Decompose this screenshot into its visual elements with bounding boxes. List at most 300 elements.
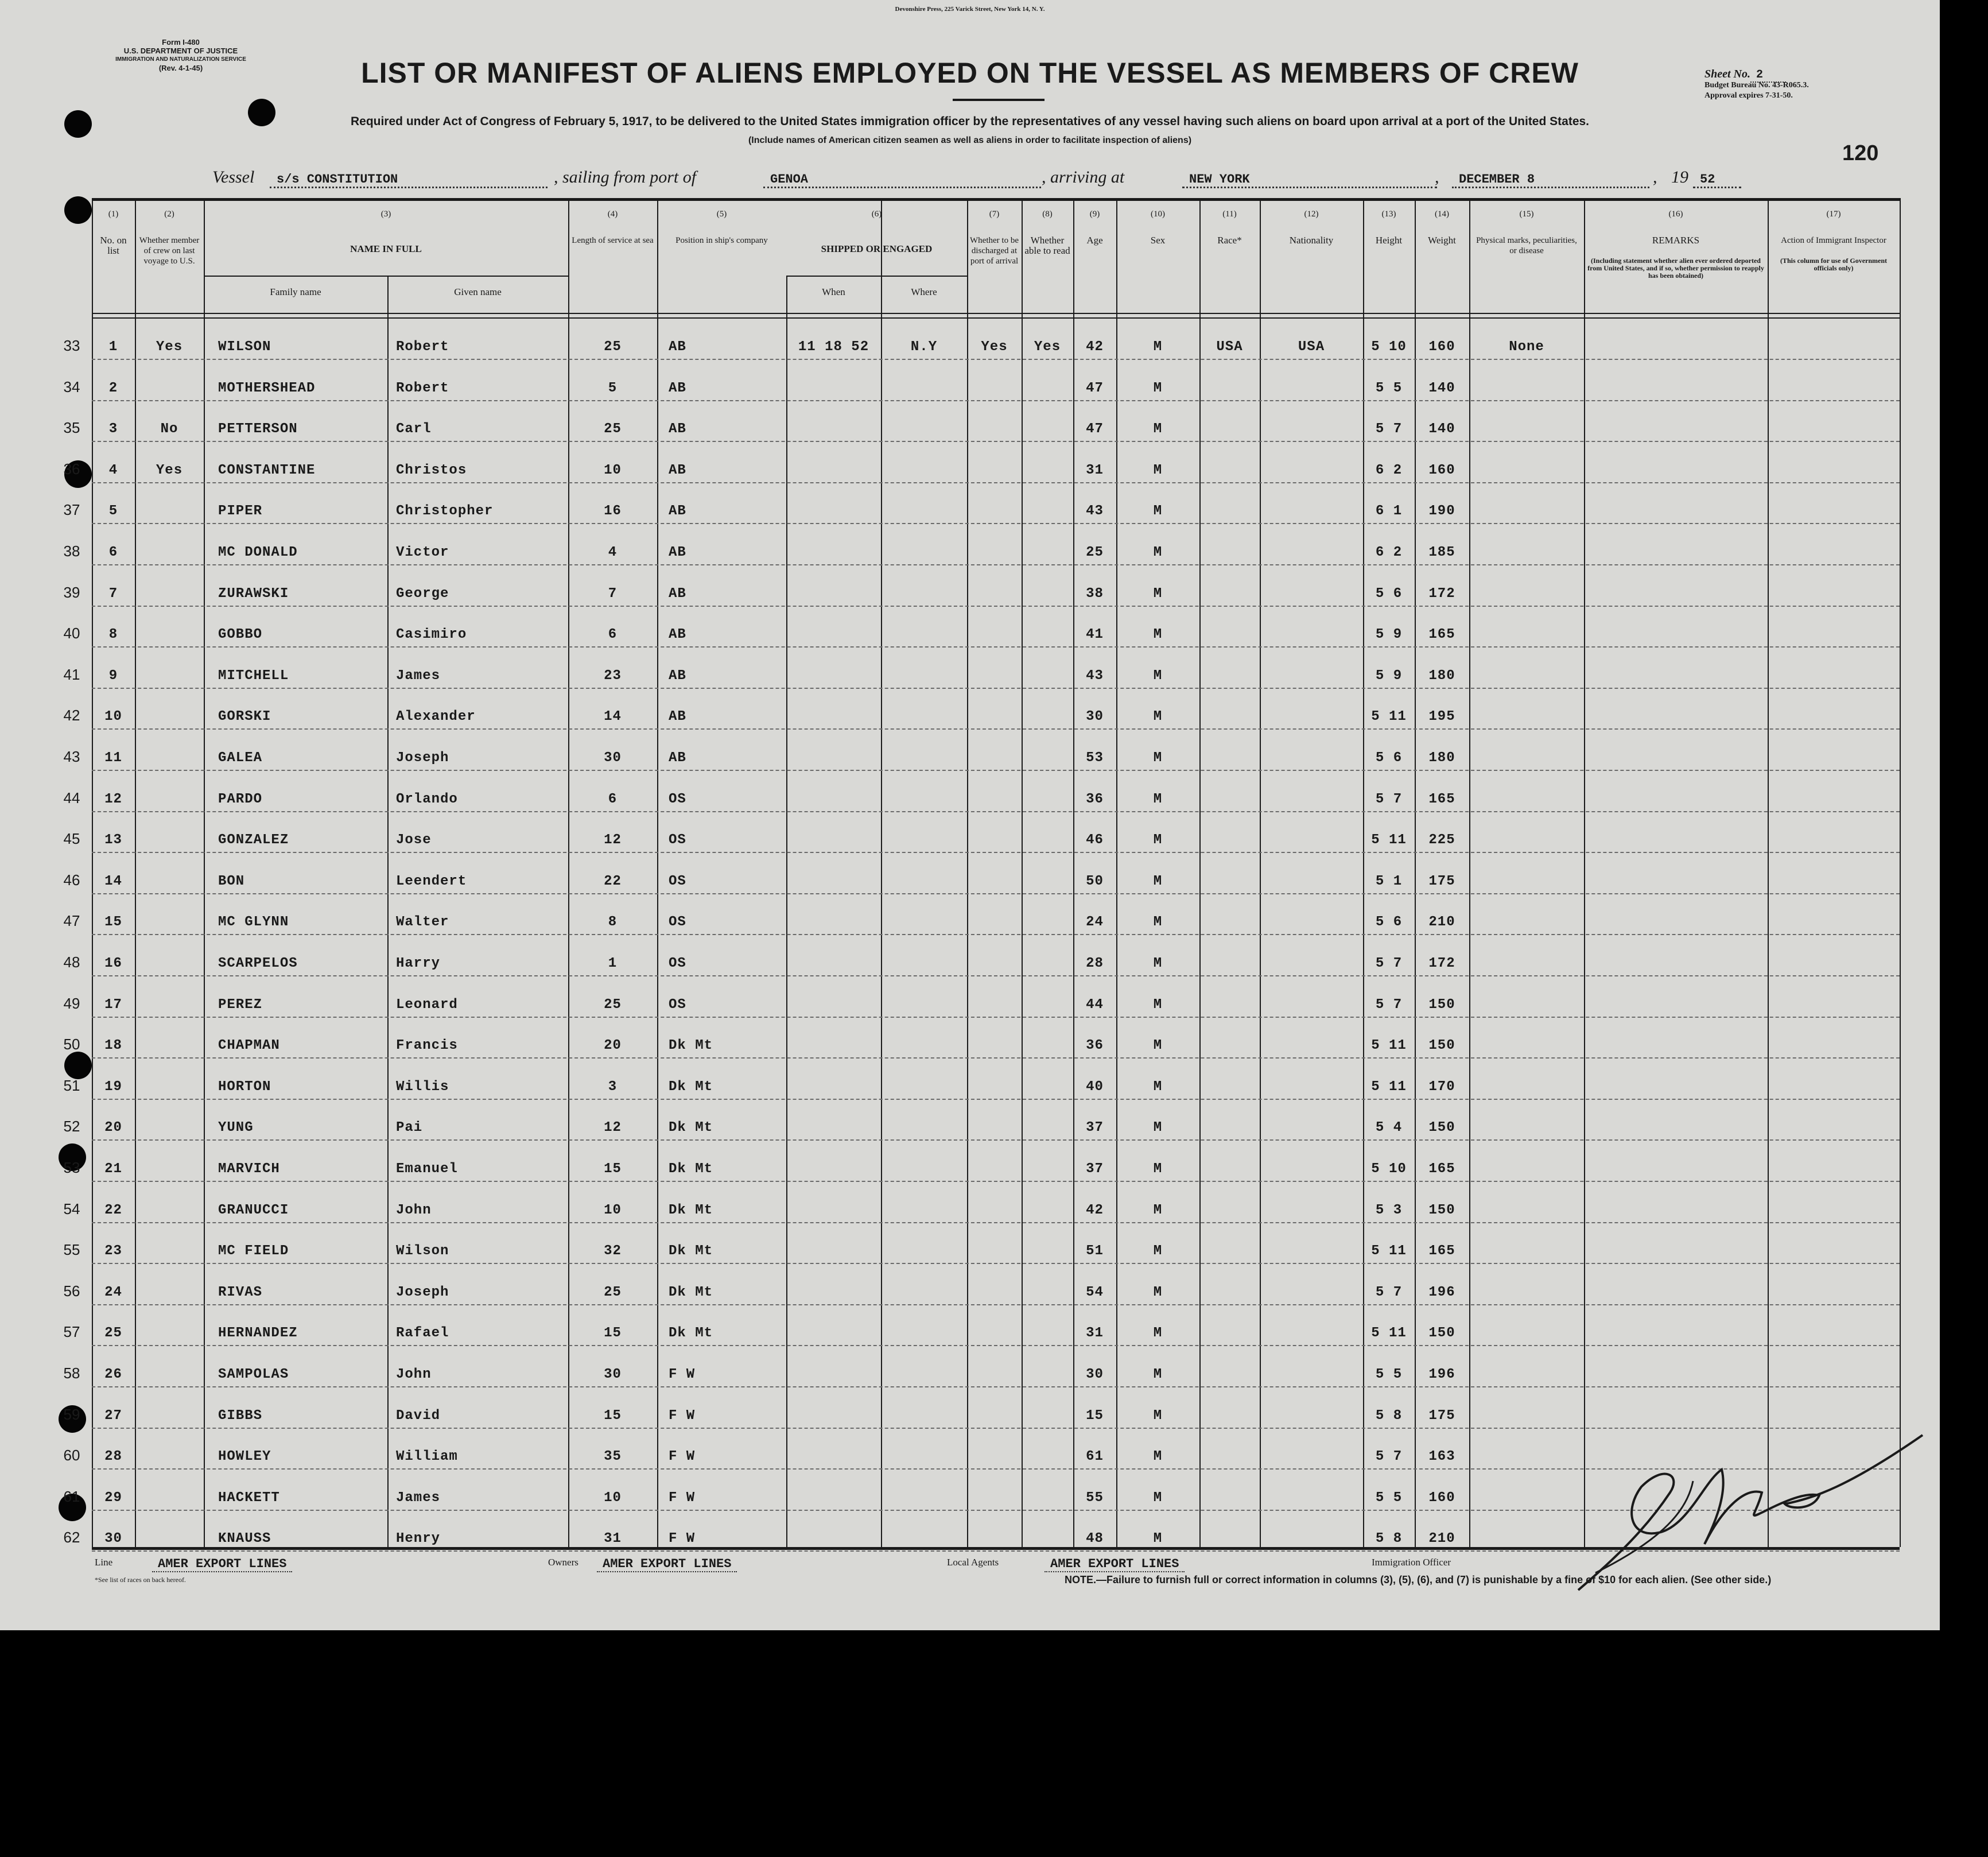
ship-position: F W bbox=[669, 1490, 696, 1506]
sheet-info bbox=[1704, 69, 1809, 101]
arrival-date: DECEMBER 8 bbox=[1452, 172, 1649, 188]
age: 47 bbox=[1086, 380, 1104, 396]
ship-position: Dk Mt bbox=[669, 1202, 713, 1218]
sequence-number: 43 bbox=[63, 748, 80, 765]
physical-marks: None bbox=[1509, 339, 1544, 355]
column-number: (16) bbox=[1668, 210, 1683, 219]
sex: M bbox=[1153, 956, 1163, 971]
list-number: 27 bbox=[104, 1408, 122, 1424]
row-rule bbox=[92, 482, 1900, 483]
given-name: Harry bbox=[396, 956, 441, 971]
weight: 210 bbox=[1428, 1531, 1455, 1547]
sex: M bbox=[1153, 1161, 1163, 1177]
column-number: (1) bbox=[108, 210, 119, 219]
column-number: (15) bbox=[1519, 210, 1534, 219]
family-name: CONSTANTINE bbox=[218, 462, 316, 478]
age: 37 bbox=[1086, 1161, 1104, 1177]
subheader-rule bbox=[786, 276, 967, 277]
sequence-number: 35 bbox=[63, 419, 80, 437]
length-of-service: 35 bbox=[604, 1449, 622, 1465]
list-number: 24 bbox=[104, 1284, 122, 1300]
height: 5 10 bbox=[1371, 339, 1407, 355]
length-of-service: 31 bbox=[604, 1531, 622, 1547]
column-note: (This column for use of Government officials only) bbox=[1780, 257, 1888, 272]
given-name: John bbox=[396, 1367, 432, 1382]
weight: 170 bbox=[1428, 1079, 1455, 1095]
height: 5 7 bbox=[1375, 1449, 1403, 1465]
inspector-signature bbox=[1572, 1424, 1928, 1596]
length-of-service: 15 bbox=[604, 1408, 622, 1424]
list-number: 2 bbox=[108, 380, 118, 396]
list-number: 20 bbox=[104, 1120, 122, 1136]
ship-position: AB bbox=[669, 503, 686, 520]
column-header: Physical marks, peculiarities, or disease bbox=[1476, 236, 1577, 255]
weight: 150 bbox=[1428, 1038, 1455, 1054]
given-name: Christos bbox=[396, 462, 467, 478]
age: 44 bbox=[1086, 997, 1104, 1013]
age: 25 bbox=[1086, 545, 1104, 560]
ship-position: Dk Mt bbox=[669, 1325, 713, 1342]
sequence-number: 61 bbox=[63, 1487, 80, 1505]
weight: 225 bbox=[1428, 832, 1455, 848]
column-header: Whether able to read bbox=[1024, 235, 1070, 256]
length-of-service: 5 bbox=[608, 380, 618, 396]
ship-position: F W bbox=[669, 1531, 696, 1547]
ship-position: OS bbox=[669, 956, 686, 971]
family-name: HORTON bbox=[218, 1079, 271, 1095]
height: 5 4 bbox=[1375, 1120, 1403, 1136]
arrival-year: 52 bbox=[1693, 172, 1741, 188]
sequence-number: 51 bbox=[63, 1076, 80, 1094]
family-name: BON bbox=[218, 873, 245, 889]
height: 6 2 bbox=[1375, 545, 1403, 560]
ship-position: AB bbox=[669, 627, 686, 643]
row-rule bbox=[92, 1263, 1900, 1264]
subcolumn-header: Where bbox=[911, 286, 937, 297]
length-of-service: 10 bbox=[604, 1490, 622, 1506]
subheader-rule bbox=[204, 276, 568, 277]
given-name: Henry bbox=[396, 1531, 441, 1547]
family-name: GOBBO bbox=[218, 627, 263, 643]
sex: M bbox=[1153, 421, 1163, 437]
row-rule bbox=[92, 606, 1900, 607]
column-header: Nationality bbox=[1289, 235, 1334, 246]
crew-last-voyage: Yes bbox=[156, 462, 183, 478]
family-name: PEREZ bbox=[218, 997, 263, 1013]
row-rule bbox=[92, 564, 1900, 565]
sequence-number: 38 bbox=[63, 542, 80, 560]
sequence-number: 54 bbox=[63, 1200, 80, 1218]
given-name: John bbox=[396, 1202, 432, 1218]
ship-position: AB bbox=[669, 545, 686, 560]
row-rule bbox=[92, 1099, 1900, 1100]
row-rule bbox=[92, 1386, 1900, 1387]
length-of-service: 6 bbox=[608, 791, 618, 807]
given-name: Robert bbox=[396, 339, 449, 355]
given-name: Orlando bbox=[396, 791, 458, 807]
family-name: GONZALEZ bbox=[218, 832, 289, 848]
column-header: No. on list bbox=[100, 235, 127, 256]
given-name: Casimiro bbox=[396, 627, 467, 643]
family-name: GIBBS bbox=[218, 1408, 263, 1424]
family-name: KNAUSS bbox=[218, 1531, 271, 1547]
family-name: CHAPMAN bbox=[218, 1038, 280, 1054]
sequence-number: 39 bbox=[63, 583, 80, 601]
given-name: Willis bbox=[396, 1079, 449, 1095]
height: 5 8 bbox=[1375, 1408, 1403, 1424]
sequence-number: 42 bbox=[63, 707, 80, 724]
given-name: James bbox=[396, 668, 441, 684]
line-label: Line bbox=[95, 1557, 113, 1568]
family-name: MITCHELL bbox=[218, 668, 289, 684]
sequence-number: 33 bbox=[63, 337, 80, 354]
age: 46 bbox=[1086, 832, 1104, 848]
row-rule bbox=[92, 400, 1900, 401]
family-name: RIVAS bbox=[218, 1284, 263, 1300]
age: 55 bbox=[1086, 1490, 1104, 1506]
row-rule bbox=[92, 1222, 1900, 1223]
family-name: HACKETT bbox=[218, 1490, 280, 1506]
given-name: William bbox=[396, 1449, 458, 1465]
ship-position: OS bbox=[669, 832, 686, 848]
height: 5 7 bbox=[1375, 1284, 1403, 1300]
sex: M bbox=[1153, 462, 1163, 478]
vessel-name: s/s CONSTITUTION bbox=[270, 172, 548, 188]
length-of-service: 20 bbox=[604, 1038, 622, 1054]
owners-value: AMER EXPORT LINES bbox=[597, 1557, 737, 1572]
list-number: 3 bbox=[108, 421, 118, 437]
column-header: Action of Immigrant Inspector bbox=[1781, 236, 1886, 245]
weight: 185 bbox=[1428, 545, 1455, 560]
agents-label: Local Agents bbox=[947, 1557, 999, 1568]
sequence-number: 36 bbox=[63, 460, 80, 478]
table-top-rule bbox=[92, 198, 1900, 201]
sex: M bbox=[1153, 914, 1163, 931]
sequence-number: 48 bbox=[63, 953, 80, 971]
sailing-port: GENOA bbox=[763, 172, 1041, 188]
height: 5 11 bbox=[1371, 1038, 1407, 1054]
ship-position: AB bbox=[669, 380, 686, 396]
agents-value: AMER EXPORT LINES bbox=[1045, 1557, 1185, 1572]
sequence-number: 49 bbox=[63, 994, 80, 1012]
row-rule bbox=[92, 811, 1900, 812]
row-rule bbox=[92, 852, 1900, 853]
column-number: (10) bbox=[1151, 210, 1165, 219]
given-name: Emanuel bbox=[396, 1161, 458, 1177]
row-rule bbox=[92, 646, 1900, 648]
sequence-number: 57 bbox=[63, 1323, 80, 1341]
age: 48 bbox=[1086, 1531, 1104, 1547]
list-number: 14 bbox=[104, 873, 122, 889]
sex: M bbox=[1153, 1408, 1163, 1424]
sequence-number: 46 bbox=[63, 871, 80, 889]
height: 5 11 bbox=[1371, 832, 1407, 848]
height: 5 1 bbox=[1375, 873, 1403, 889]
sequence-number: 37 bbox=[63, 501, 80, 519]
given-name: Joseph bbox=[396, 750, 449, 766]
ship-position: Dk Mt bbox=[669, 1161, 713, 1177]
ship-position: Dk Mt bbox=[669, 1284, 713, 1300]
row-rule bbox=[92, 441, 1900, 442]
column-header: Whether member of crew on last voyage to U.S. bbox=[139, 236, 200, 266]
height: 5 11 bbox=[1371, 709, 1407, 725]
sequence-number: 52 bbox=[63, 1118, 80, 1135]
list-number: 9 bbox=[108, 668, 118, 684]
weight: 172 bbox=[1428, 956, 1455, 971]
include-note: (Include names of American citizen seamen as well as aliens in order to facilitate inspection of aliens) bbox=[748, 135, 1192, 145]
height: 5 5 bbox=[1375, 380, 1403, 396]
weight: 165 bbox=[1428, 1243, 1455, 1259]
list-number: 7 bbox=[108, 586, 118, 602]
height: 5 8 bbox=[1375, 1531, 1403, 1547]
ship-position: AB bbox=[669, 586, 686, 602]
department: U.S. DEPARTMENT OF JUSTICE bbox=[123, 46, 238, 55]
column-number: (17) bbox=[1826, 210, 1841, 219]
sex: M bbox=[1153, 1367, 1163, 1382]
column-number: (12) bbox=[1304, 210, 1319, 219]
arrival-port: NEW YORK bbox=[1182, 172, 1437, 188]
age: 53 bbox=[1086, 750, 1104, 766]
age: 42 bbox=[1086, 1202, 1104, 1218]
length-of-service: 12 bbox=[604, 832, 622, 848]
sex: M bbox=[1153, 380, 1163, 396]
sex: M bbox=[1153, 1325, 1163, 1342]
family-name: MOTHERSHEAD bbox=[218, 380, 316, 396]
weight: 175 bbox=[1428, 873, 1455, 889]
sequence-number: 59 bbox=[63, 1405, 80, 1423]
length-of-service: 30 bbox=[604, 750, 622, 766]
ship-position: Dk Mt bbox=[669, 1038, 713, 1054]
length-of-service: 10 bbox=[604, 1202, 622, 1218]
discharged-flag: Yes bbox=[981, 339, 1008, 355]
subcolumn-header: Given name bbox=[454, 286, 502, 297]
height: 6 2 bbox=[1375, 462, 1403, 478]
family-name: ZURAWSKI bbox=[218, 586, 289, 602]
sequence-number: 60 bbox=[63, 1447, 80, 1464]
title-underline bbox=[953, 99, 1045, 101]
column-header: SHIPPED OR ENGAGED bbox=[821, 243, 933, 254]
revision: (Rev. 4-1-45) bbox=[158, 64, 203, 72]
ship-position: OS bbox=[669, 914, 686, 931]
list-number: 28 bbox=[104, 1449, 122, 1465]
given-name: Christopher bbox=[396, 503, 494, 520]
sex: M bbox=[1153, 873, 1163, 889]
subcolumn-header: Family name bbox=[270, 286, 321, 297]
sex: M bbox=[1153, 832, 1163, 848]
family-name: PARDO bbox=[218, 791, 263, 807]
sex: M bbox=[1153, 1079, 1163, 1095]
given-name: Pai bbox=[396, 1120, 423, 1136]
list-number: 19 bbox=[104, 1079, 122, 1095]
given-name: George bbox=[396, 586, 449, 602]
ship-position: AB bbox=[669, 421, 686, 437]
sex: M bbox=[1153, 1243, 1163, 1259]
length-of-service: 32 bbox=[604, 1243, 622, 1259]
printer-credit: Devonshire Press, 225 Varick Street, New York 14, N. Y. bbox=[895, 6, 1045, 13]
crew-last-voyage: Yes bbox=[156, 339, 183, 355]
column-note: (Including statement whether alien ever ordered deported from United States, and if so, whether permission to reapply has been obtained) bbox=[1587, 257, 1764, 280]
age: 54 bbox=[1086, 1284, 1104, 1300]
sequence-number: 44 bbox=[63, 789, 80, 807]
weight: 195 bbox=[1428, 709, 1455, 725]
weight: 160 bbox=[1428, 339, 1455, 355]
list-number: 21 bbox=[104, 1161, 122, 1177]
family-name: HERNANDEZ bbox=[218, 1325, 298, 1342]
sheet-label: Sheet No. bbox=[1704, 68, 1750, 80]
weight: 150 bbox=[1428, 1202, 1455, 1218]
height: 5 5 bbox=[1375, 1490, 1403, 1506]
sex: M bbox=[1153, 1531, 1163, 1547]
ship-position: AB bbox=[669, 668, 686, 684]
length-of-service: 12 bbox=[604, 1120, 622, 1136]
sequence-number: 34 bbox=[63, 378, 80, 396]
sequence-number: 45 bbox=[63, 830, 80, 848]
list-number: 4 bbox=[108, 462, 118, 478]
budget-bureau: Budget Bureau No. 43-R065.3. bbox=[1704, 81, 1809, 90]
weight: 196 bbox=[1428, 1367, 1455, 1382]
weight: 150 bbox=[1428, 1120, 1455, 1136]
sex: M bbox=[1153, 1284, 1163, 1300]
weight: 172 bbox=[1428, 586, 1455, 602]
column-number: (2) bbox=[164, 210, 174, 219]
column-number: (3) bbox=[380, 210, 391, 219]
officer-label: Immigration Officer bbox=[1372, 1557, 1451, 1568]
weight: 180 bbox=[1428, 750, 1455, 766]
given-name: Jose bbox=[396, 832, 432, 848]
shipped-when: 11 18 52 bbox=[798, 339, 869, 355]
family-name: SAMPOLAS bbox=[218, 1367, 289, 1382]
length-of-service: 25 bbox=[604, 339, 622, 355]
penalty-note: NOTE.—Failure to furnish full or correct information in columns (3), (5), (6), and (7) is punishable by a fine of $10 for each alien. (See other side.) bbox=[1065, 1574, 1772, 1585]
length-of-service: 1 bbox=[608, 956, 618, 971]
length-of-service: 3 bbox=[608, 1079, 618, 1095]
weight: 196 bbox=[1428, 1284, 1455, 1300]
column-header: REMARKS bbox=[1652, 235, 1700, 246]
age: 36 bbox=[1086, 1038, 1104, 1054]
sex: M bbox=[1153, 668, 1163, 684]
family-name: PETTERSON bbox=[218, 421, 298, 437]
sex: M bbox=[1153, 791, 1163, 807]
height: 5 6 bbox=[1375, 914, 1403, 931]
family-name: YUNG bbox=[218, 1120, 254, 1136]
sequence-number: 55 bbox=[63, 1241, 80, 1259]
height: 5 6 bbox=[1375, 586, 1403, 602]
column-header: Weight bbox=[1428, 235, 1456, 246]
given-name: Rafael bbox=[396, 1325, 449, 1342]
column-header: Length of service at sea bbox=[572, 236, 654, 245]
list-number: 15 bbox=[104, 914, 122, 931]
length-of-service: 22 bbox=[604, 873, 622, 889]
column-number: (14) bbox=[1435, 210, 1449, 219]
sex: M bbox=[1153, 1120, 1163, 1136]
column-number: (7) bbox=[989, 210, 1000, 219]
service: IMMIGRATION AND NATURALIZATION SERVICE bbox=[115, 56, 246, 63]
ship-position: AB bbox=[669, 339, 686, 355]
weight: 175 bbox=[1428, 1408, 1455, 1424]
weight: 150 bbox=[1428, 997, 1455, 1013]
weight: 190 bbox=[1428, 503, 1455, 520]
height: 5 7 bbox=[1375, 791, 1403, 807]
row-rule bbox=[92, 688, 1900, 689]
row-rule bbox=[92, 1181, 1900, 1182]
column-header: NAME IN FULL bbox=[350, 243, 422, 254]
column-divider bbox=[786, 276, 787, 1547]
weight: 165 bbox=[1428, 791, 1455, 807]
sex: M bbox=[1153, 1202, 1163, 1218]
column-number: (4) bbox=[607, 210, 618, 219]
ship-position: Dk Mt bbox=[669, 1120, 713, 1136]
manifest-sheet: Devonshire Press, 225 Varick Street, New York 14, N. Y. Form I-480 U.S. DEPARTMENT OF JUSTICE IMMIGRATION AND NATURALIZATION SERVICE (Rev. 4-1-45) LIST OR MANIFEST OF ALIENS EMPLOYED ON THE VESSEL AS MEMBERS OF CREW Sheet No. 2 Budget Bureau No. 43-R065.3. Approval expires 7-31-50. Required under Act of Congress of February 5, 1917, to be delivered to the United States immigration officer by the representatives of any vessel having such aliens on board upon arrival at a port of the United States. (Include names of American citizen seamen as well as aliens in order to facilitate inspection of aliens) 120 Vessel s/s CONSTITUTION , sailing from port of GENOA , arriving at NEW YORK , DECEMBER 8 , 19 52 (1) No. on list (2) Whether member of crew on last voyage to U.S. (3) NAME IN FULL Family name Given name (4) Length of service at sea (5) Position in ship's company (6) SHIPPED OR ENGAGED When Where (7) Whether to be discharged at port of arrival (8) Whether able to read (9) Age (10) Sex (11) Race* (12) Nationality (13) Height (14) Weight (15) Physical marks, peculiarities, or disease (16) REMARKS (Including statement whether alien ever ordered deported from United States, and if so, whether permission to reapply has been obtained) (17) Action of Immigrant Inspector (This column for use of Government officials only) 33 1 Yes WILSON Robert 25 AB 11 18 52 N.Y Yes Yes 42 M USA USA 5 10 160 None 34 2 MOTHERSHEAD Robert 5 AB 47 M 5 5 140 35 3 No PETTERSON Carl 25 AB 47 M 5 7 140 36 4 Yes CONSTANTINE Christos 10 AB 31 M 6 2 160 37 5 PIPER Christopher 16 AB 43 M 6 1 190 38 6 MC DONALD Victor 4 AB 25 M 6 2 185 39 7 ZURAWSKI George 7 AB 38 M 5 6 172 40 8 GOBBO Casimiro 6 AB 41 M 5 9 165 41 9 MITCHELL James 23 AB 43 M 5 9 180 42 10 GORSKI Alexander 14 AB 30 M 5 11 195 43 11 GALEA Joseph 30 AB 53 M 5 6 180 44 12 PARDO Orlando 6 OS 36 M 5 7 165 45 13 GONZALEZ Jose 12 OS 46 M 5 11 225 46 14 BON Leendert 22 OS 50 M 5 1 175 47 15 MC GLYNN Walter 8 OS 24 M 5 6 210 48 16 SCARPELOS Harry 1 OS 28 M 5 7 172 49 17 PEREZ Leonard 25 OS 44 M 5 7 150 50 18 CHAPMAN Francis 20 Dk Mt 36 M 5 11 150 51 19 HORTON Willis 3 Dk Mt 40 M 5 11 170 52 20 YUNG Pai 12 Dk Mt 37 M 5 4 150 53 21 MARVICH Emanuel 15 Dk Mt 37 M 5 10 165 54 22 GRANUCCI John 10 Dk Mt 42 M 5 3 150 55 23 MC FIELD Wilson 32 Dk Mt 51 M 5 11 165 56 24 RIVAS Joseph 25 Dk Mt 54 M 5 7 196 57 25 HERNANDEZ Rafael 15 Dk Mt 31 M 5 11 150 58 26 SAMPOLAS John 30 F W 30 M 5 5 196 59 27 GIBBS David 15 F W 15 M 5 8 175 60 28 HOWLEY William 35 F W 61 M 5 7 163 61 29 HACKETT James 10 F W 55 M 5 5 160 62 30 KNAUSS Henry 31 F W 48 M 5 8 210 Line AMER EXPORT LINES Owners AMER EXPORT LINES Local Agents AMER EXPORT LINES Immigration Officer *See list of races on back hereof. NOTE.—Failure to furnish full or correct information in columns (3), (5), (6), and (7) is punishable by a fine of $10 for each alien. (See other side.) bbox=[0, 0, 1940, 1630]
height: 5 9 bbox=[1375, 668, 1403, 684]
height: 5 6 bbox=[1375, 750, 1403, 766]
page-number: 120 bbox=[1842, 141, 1879, 165]
approval-expires: Approval expires 7-31-50. bbox=[1704, 91, 1793, 100]
given-name: Robert bbox=[396, 380, 449, 396]
ship-position: AB bbox=[669, 750, 686, 766]
weight: 160 bbox=[1428, 462, 1455, 478]
sequence-number: 53 bbox=[63, 1159, 80, 1176]
column-number: (11) bbox=[1222, 210, 1237, 219]
row-rule bbox=[92, 359, 1900, 360]
list-number: 13 bbox=[104, 832, 122, 848]
column-header: Race* bbox=[1217, 235, 1242, 246]
list-number: 5 bbox=[108, 503, 118, 520]
sex: M bbox=[1153, 503, 1163, 520]
given-name: Joseph bbox=[396, 1284, 449, 1300]
family-name: PIPER bbox=[218, 503, 263, 520]
age: 36 bbox=[1086, 791, 1104, 807]
age: 37 bbox=[1086, 1120, 1104, 1136]
list-number: 25 bbox=[104, 1325, 122, 1342]
column-header: Age bbox=[1086, 235, 1103, 246]
list-number: 8 bbox=[108, 627, 118, 643]
list-number: 26 bbox=[104, 1367, 122, 1382]
row-rule bbox=[92, 728, 1900, 730]
age: 42 bbox=[1086, 339, 1104, 355]
family-name: GRANUCCI bbox=[218, 1202, 289, 1218]
family-name: MC FIELD bbox=[218, 1243, 289, 1259]
sex: M bbox=[1153, 545, 1163, 560]
column-divider bbox=[387, 276, 389, 1547]
ship-position: Dk Mt bbox=[669, 1079, 713, 1095]
row-rule bbox=[92, 1304, 1900, 1305]
given-name: David bbox=[396, 1408, 441, 1424]
line-value: AMER EXPORT LINES bbox=[152, 1557, 292, 1572]
list-number: 29 bbox=[104, 1490, 122, 1506]
age: 31 bbox=[1086, 1325, 1104, 1342]
row-rule bbox=[92, 1017, 1900, 1018]
list-number: 18 bbox=[104, 1038, 122, 1054]
height: 5 9 bbox=[1375, 627, 1403, 643]
list-number: 16 bbox=[104, 956, 122, 971]
sequence-number: 47 bbox=[63, 912, 80, 930]
length-of-service: 30 bbox=[604, 1367, 622, 1382]
length-of-service: 10 bbox=[604, 462, 622, 478]
family-name: MC GLYNN bbox=[218, 914, 289, 931]
vessel-label: Vessel bbox=[212, 168, 255, 187]
sex: M bbox=[1153, 709, 1163, 725]
form-number: Form I-480 bbox=[162, 38, 200, 46]
list-number: 6 bbox=[108, 545, 118, 560]
family-name: MC DONALD bbox=[218, 545, 298, 560]
column-divider bbox=[1900, 198, 1901, 1547]
ship-position: F W bbox=[669, 1367, 696, 1382]
list-number: 17 bbox=[104, 997, 122, 1013]
year-prefix: 19 bbox=[1671, 168, 1688, 187]
age: 24 bbox=[1086, 914, 1104, 931]
given-name: Victor bbox=[396, 545, 449, 560]
list-number: 30 bbox=[104, 1531, 122, 1547]
